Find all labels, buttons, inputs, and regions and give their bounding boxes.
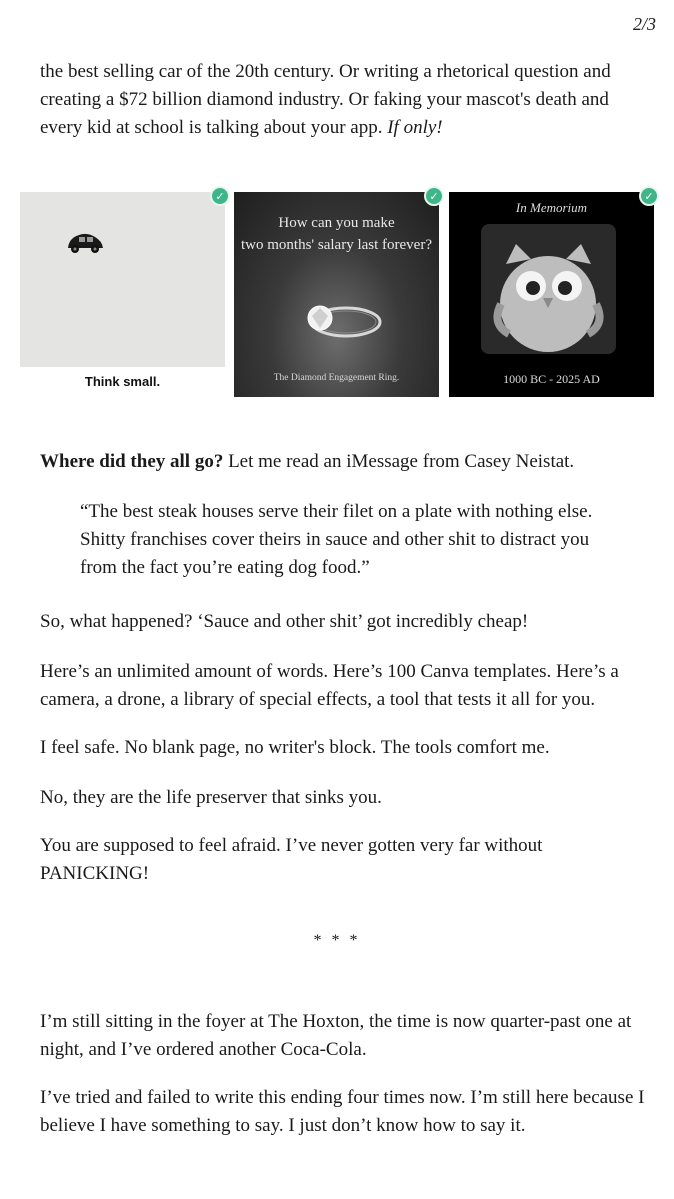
- tried-paragraph: I’ve tried and failed to write this ending four times now. I’m still here because I believe I have something to say. I just don’t know how to say it.: [40, 1087, 645, 1136]
- beetle-car-icon: [65, 230, 105, 256]
- check-circle-icon: ✓: [210, 186, 230, 206]
- vw-caption: Think small.: [20, 367, 225, 397]
- afraid-paragraph: You are supposed to feel afraid. I’ve never gotten very far without PANICKING!: [40, 835, 543, 884]
- diamond-subtitle: The Diamond Engagement Ring.: [273, 373, 400, 383]
- memorial-frame: [481, 224, 616, 354]
- where-paragraph: [40, 448, 645, 476]
- check-circle-icon: ✓: [424, 186, 444, 206]
- intro-text: the best selling car of the 20th century. Or writing a rhetorical question and creating a $72 billion diamond industry. Or faking your mascot's death and every kid at school is talking about your app.: [40, 61, 611, 138]
- casey-quote: “The best steak houses serve their filet on a plate with nothing else. Shitty franchises cover theirs in sauce and other shit to distract you from the fact you’re eating dog food.”: [80, 501, 593, 578]
- preserver-paragraph: No, they are the life preserver that sinks you.: [40, 787, 382, 808]
- memorial-heading: In Memorium: [515, 200, 588, 215]
- where-bold: Where did they all go?: [40, 451, 224, 472]
- unlimited-paragraph: Here’s an unlimited amount of words. Here’s 100 Canva templates. Here’s a camera, a drone, a library of special effects, a tool that tests it all for you.: [40, 661, 619, 710]
- page-number: 2/3: [632, 14, 656, 34]
- check-circle-icon: ✓: [639, 186, 659, 206]
- vw-ad-image[interactable]: [20, 192, 225, 397]
- what-happened-paragraph: So, what happened? ‘Sauce and other shit’ got incredibly cheap!: [40, 611, 529, 632]
- intro-paragraph: [40, 58, 645, 142]
- safe-paragraph: I feel safe. No blank page, no writer's block. The tools comfort me.: [40, 737, 550, 758]
- diamond-title-line-1: How can you make: [278, 215, 395, 231]
- diamond-title-line-2: two months' salary last forever?: [241, 237, 432, 253]
- intro-italic: If only!: [387, 117, 443, 138]
- owl-mascot-icon: [481, 224, 616, 354]
- hoxton-paragraph: I’m still sitting in the foyer at The Hoxton, the time is now quarter-past one at night, and I’ve ordered another Coca-Cola.: [40, 1011, 632, 1060]
- diamond-title: [234, 212, 439, 256]
- where-rest: Let me read an iMessage from Casey Neistat.: [223, 451, 575, 472]
- diamond-ring-icon: [294, 290, 384, 350]
- diamond-ad-image[interactable]: [234, 192, 439, 397]
- section-separator: * * *: [313, 932, 361, 949]
- memorial-dates: 1000 BC - 2025 AD: [503, 372, 600, 386]
- memorial-image[interactable]: [449, 192, 654, 397]
